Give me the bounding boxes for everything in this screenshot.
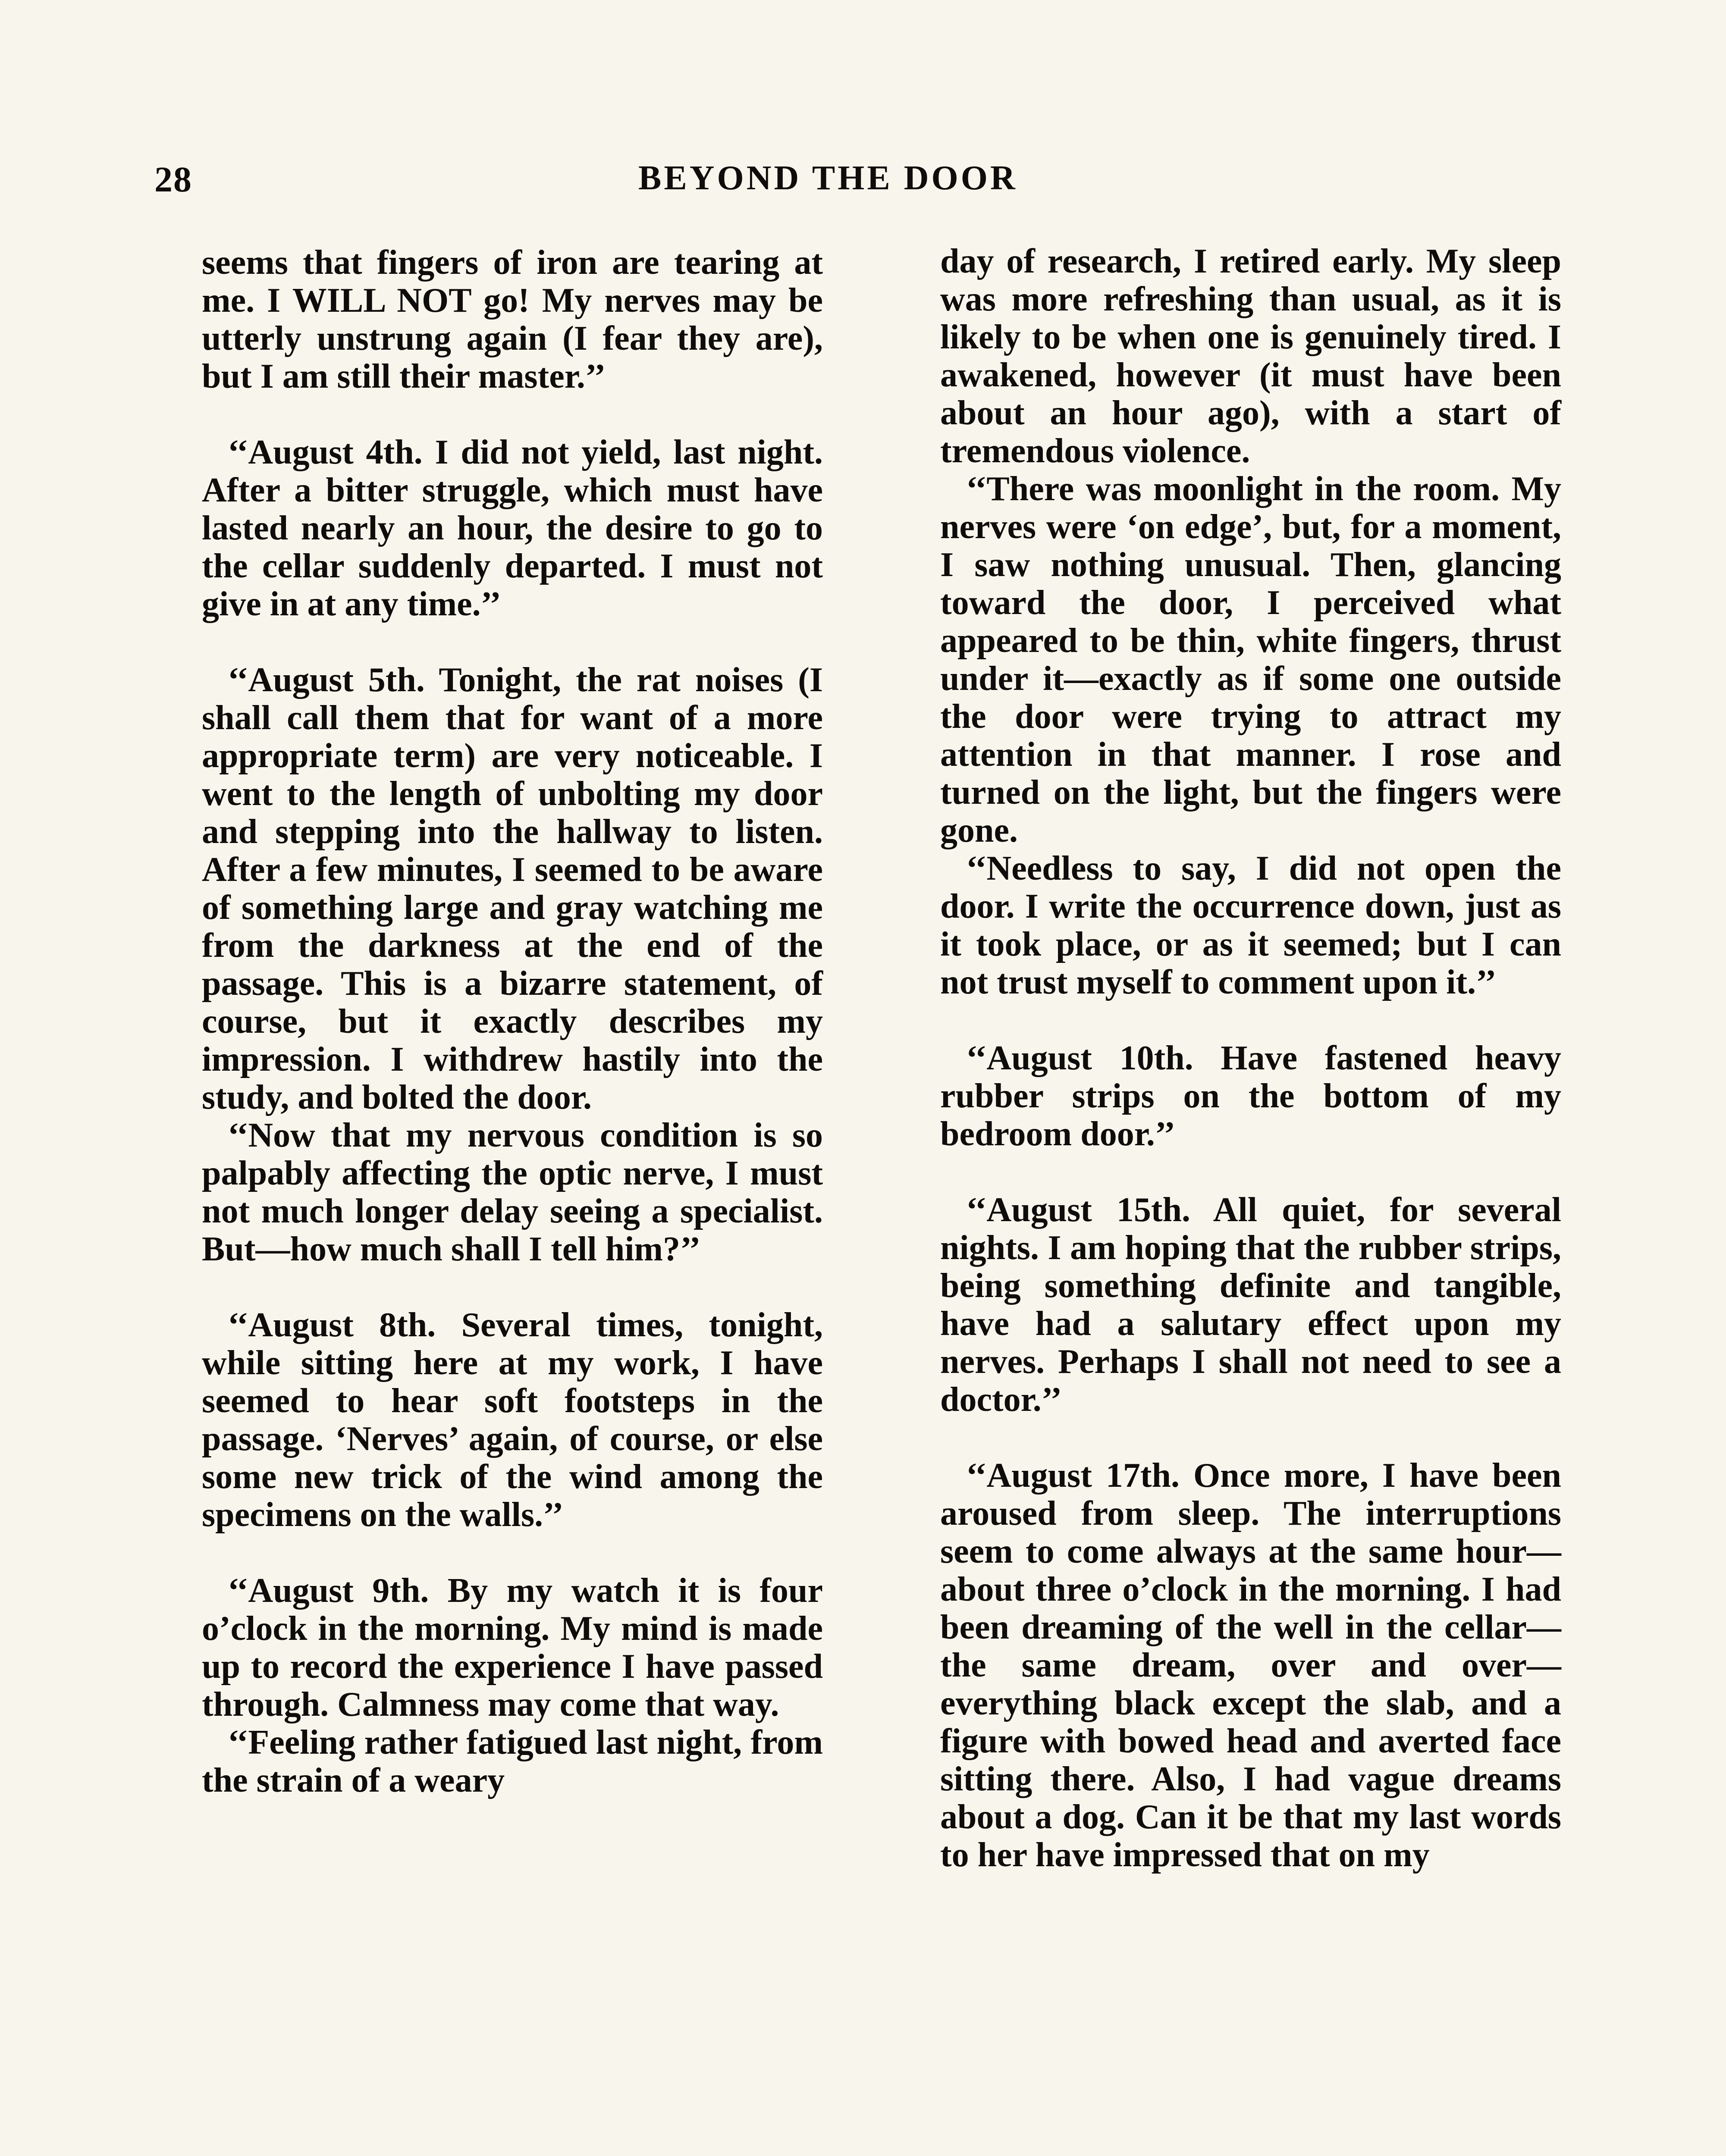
- paragraph: ‘‘August 17th. Once more, I have been aroused from sleep. The interruptions seem to come always at the same hour—about three o’clock in the morning. I had been dreaming of the well in the cellar—the same dream, over and over—everything black except the slab, and a figure with bowed head and averted face sitting there. Also, I had vague dreams about a dog. Can it be that my last words to her have impressed that on my: [940, 1457, 1561, 1874]
- left-text-column: [202, 244, 823, 1799]
- page-number: 28: [154, 160, 192, 200]
- paragraph: seems that fingers of iron are tearing at me. I WILL NOT go! My nerves may be utterly unstrung again (I fear they are), but I am still their master.’’: [202, 244, 823, 395]
- paragraph: ‘‘August 5th. Tonight, the rat noises (I shall call them that for want of a more appropriate term) are very noticeable. I went to the length of unbolting my door and stepping into the hallway to listen. After a few minutes, I seemed to be aware of something large and gray watching me from the darkness at the end of the passage. This is a bizarre statement, of course, but it exactly describes my impression. I withdrew hastily into the study, and bolted the door.: [202, 661, 823, 1116]
- paragraph: ‘‘There was moonlight in the room. My nerves were ‘on edge’, but, for a moment, I saw nothing unusual. Then, glancing toward the door, I perceived what appeared to be thin, white fingers, thrust under it—exactly as if some one outside the door were trying to attract my attention in that manner. I rose and turned on the light, but the fingers were gone.: [940, 470, 1561, 849]
- running-title: BEYOND THE DOOR: [638, 159, 1018, 197]
- paragraph: ‘‘Now that my nervous condition is so palpably affecting the optic nerve, I must not much longer delay seeing a specialist. But—how much shall I tell him?’’: [202, 1116, 823, 1268]
- right-text-column: [940, 242, 1561, 1874]
- paragraph: ‘‘August 4th. I did not yield, last night. After a bitter struggle, which must have lasted nearly an hour, the desire to go to the cellar suddenly departed. I must not give in at any time.’’: [202, 433, 823, 623]
- paragraph: ‘‘Feeling rather fatigued last night, from the strain of a weary: [202, 1724, 823, 1799]
- paragraph: ‘‘August 15th. All quiet, for several nights. I am hoping that the rubber strips, being something definite and tangible, have had a salutary effect upon my nerves. Perhaps I shall not need to see a doctor.’’: [940, 1191, 1561, 1419]
- paragraph: ‘‘August 10th. Have fastened heavy rubber strips on the bottom of my bedroom door.’’: [940, 1039, 1561, 1153]
- paragraph: day of research, I retired early. My sleep was more refreshing than usual, as it is likely to be when one is genuinely tired. I awakened, however (it must have been about an hour ago), with a start of tremendous violence.: [940, 242, 1561, 470]
- paragraph: ‘‘August 8th. Several times, tonight, while sitting here at my work, I have seemed to hear soft footsteps in the passage. ‘Nerves’ again, of course, or else some new trick of the wind among the specimens on the walls.’’: [202, 1306, 823, 1534]
- paragraph: ‘‘August 9th. By my watch it is four o’clock in the morning. My mind is made up to record the experience I have passed through. Calmness may come that way.: [202, 1572, 823, 1724]
- paragraph: ‘‘Needless to say, I did not open the door. I write the occurrence down, just as it took place, or as it seemed; but I can not trust myself to comment upon it.’’: [940, 849, 1561, 1001]
